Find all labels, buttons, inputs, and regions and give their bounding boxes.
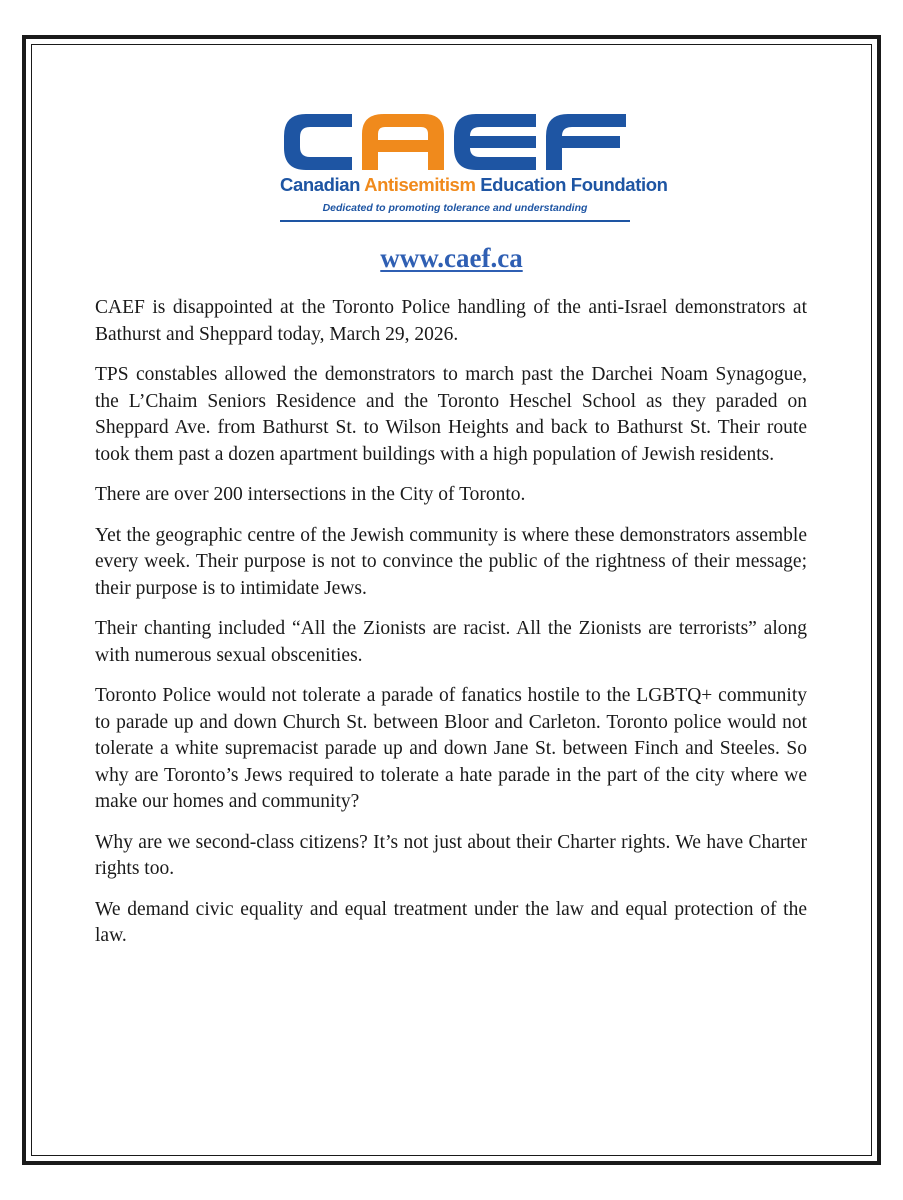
logo-subtitle-accent: Antisemitism bbox=[364, 174, 476, 195]
logo-tagline: Dedicated to promoting tolerance and understanding bbox=[322, 202, 588, 214]
caef-logo-letters bbox=[280, 112, 630, 172]
paragraph: We demand civic equality and equal treatment under the law and equal protection of the law. bbox=[95, 898, 807, 946]
paragraph: CAEF is disappointed at the Toronto Police handling of the anti-Israel demonstrators at Bathurst and Sheppard today, March 29, 2026. bbox=[95, 297, 807, 345]
paragraph: Why are we second-class citizens? It’s not just about their Charter rights. We have Charter rights too. bbox=[95, 831, 807, 879]
statement-body bbox=[95, 295, 807, 964]
paragraph: There are over 200 intersections in the City of Toronto. bbox=[95, 484, 526, 505]
logo-subtitle bbox=[280, 174, 668, 196]
caef-logo bbox=[280, 112, 668, 224]
paragraph: Toronto Police would not tolerate a parade of fanatics hostile to the LGBTQ+ community to parade up and down Church St. between Bloor and Carleton. Toronto police would not tolerate a white supremacist parade up and down Jane St. between Finch and Steeles. So why are Toronto’s Jews required to tolerate a hate parade in the part of the city where we make our homes and community? bbox=[95, 685, 807, 812]
paragraph: Yet the geographic centre of the Jewish community is where these demonstrators assemble every week. Their purpose is not to convince the public of the rightness of their message; their purpose is to intimidate Jews. bbox=[95, 524, 807, 599]
logo-subtitle-part2: Education Foundation bbox=[475, 174, 668, 195]
website-link[interactable]: www.caef.ca bbox=[380, 243, 523, 273]
logo-underline bbox=[280, 220, 630, 222]
logo-subtitle-part1: Canadian bbox=[280, 174, 365, 195]
paragraph: Their chanting included “All the Zionists are racist. All the Zionists are terrorists” along with numerous sexual obscenities. bbox=[95, 618, 807, 666]
paragraph: TPS constables allowed the demonstrators to march past the Darchei Noam Synagogue, the L’Chaim Seniors Residence and the Toronto Heschel School as they paraded on Sheppard Ave. from Bathurst St. to Wilson Heights and back to Bathurst St. Their route took them past a dozen apartment buildings with a high population of Jewish residents. bbox=[95, 364, 807, 465]
